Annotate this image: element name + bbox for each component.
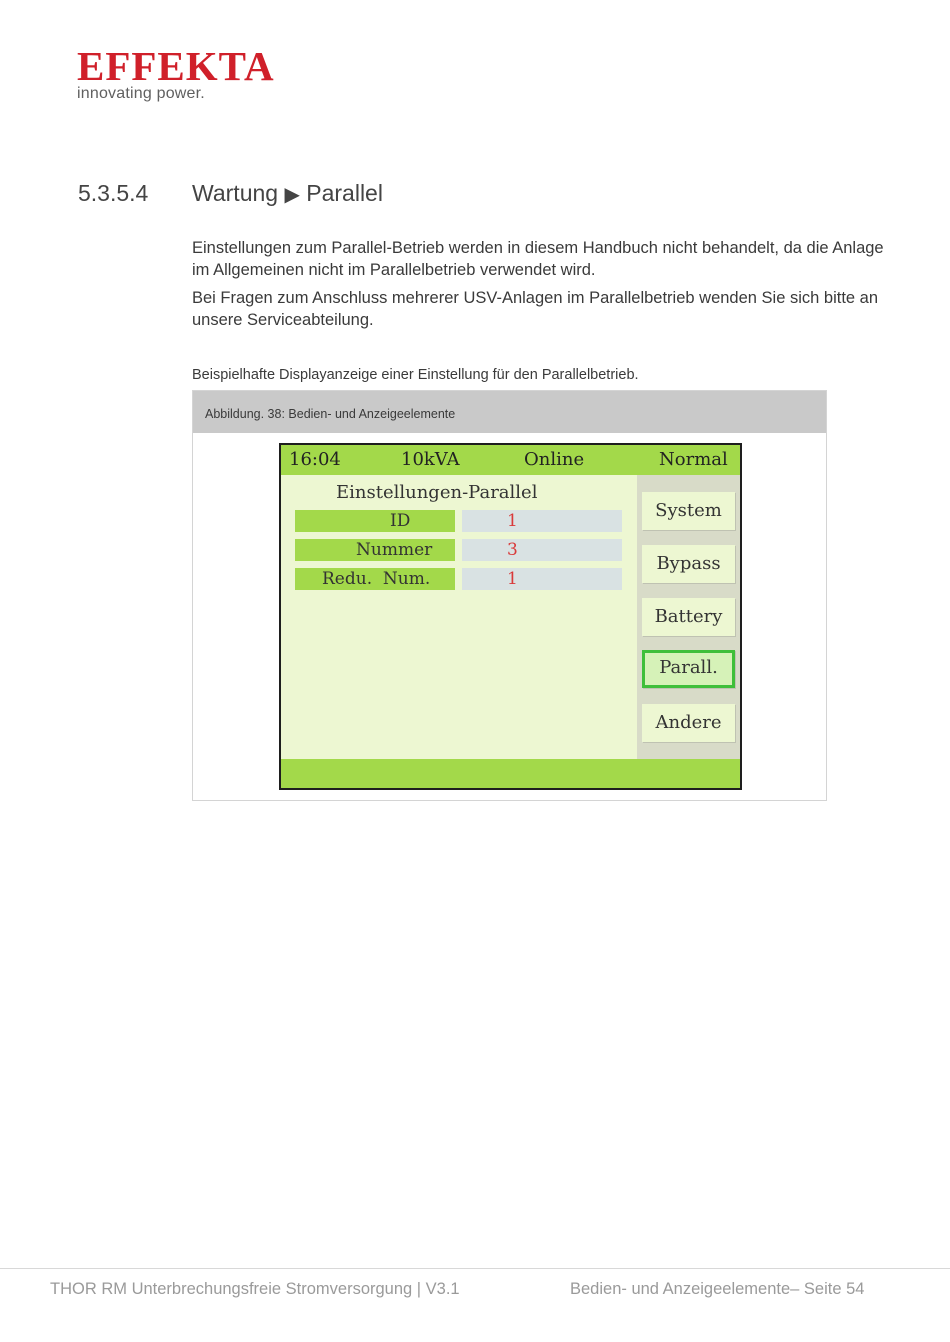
setting-value[interactable]: 1 [462, 510, 622, 532]
logo-brand: EFFEKTA [77, 43, 275, 89]
section-title-part1: Wartung [192, 180, 279, 206]
menu-andere-button[interactable]: Andere [642, 704, 735, 742]
footer-document-title: THOR RM Unterbrechungsfreie Stromversorgung | V3.1 [50, 1280, 460, 1298]
menu-bypass-button[interactable]: Bypass [642, 545, 735, 583]
paragraph-2: Bei Fragen zum Anschluss mehrerer USV-Anlagen im Parallelbetrieb wenden Sie sich bitte an unsere Serviceabteilung. [192, 289, 879, 329]
bottom-bar [281, 759, 740, 788]
section-title [192, 180, 383, 207]
menu-system-button[interactable]: System [642, 492, 735, 530]
company-logo [77, 44, 275, 103]
status-bar [281, 445, 740, 475]
figure-label: Abbildung. 38: Bedien- und Anzeigeelemente [193, 391, 826, 433]
status-state: Normal [659, 449, 728, 470]
setting-label: Redu. Num. [295, 568, 455, 590]
arrow-right-icon: ▶ [284, 184, 300, 206]
section-number: 5.3.5.4 [78, 180, 149, 206]
status-time: 16:04 [289, 449, 341, 470]
status-mode: Online [524, 449, 585, 470]
display-title: Einstellungen-Parallel [336, 482, 538, 503]
footer-divider [0, 1268, 950, 1269]
setting-label: ID [295, 510, 455, 532]
logo-tagline: innovating power. [77, 85, 205, 102]
ups-display [279, 443, 742, 790]
menu-parallel-button[interactable]: Parall. [642, 650, 735, 688]
paragraph-1: Einstellungen zum Parallel-Betrieb werden in diesem Handbuch nicht behandelt, da die Anlage im Allgemeinen nicht im Parallelbetrieb verwendet wird. [192, 239, 884, 279]
menu-battery-button[interactable]: Battery [642, 598, 735, 636]
setting-value[interactable]: 3 [462, 539, 622, 561]
section-title-part2: Parallel [306, 180, 383, 206]
footer-page-info: Bedien- und Anzeigeelemente– Seite 54 [570, 1280, 865, 1298]
menu-sidebar [637, 475, 740, 759]
figure-intro-caption: Beispielhafte Displayanzeige einer Einstellung für den Parallelbetrieb. [192, 367, 639, 383]
setting-label: Nummer [295, 539, 455, 561]
status-power: 10kVA [401, 449, 460, 470]
setting-value[interactable]: 1 [462, 568, 622, 590]
figure-box [192, 390, 827, 801]
